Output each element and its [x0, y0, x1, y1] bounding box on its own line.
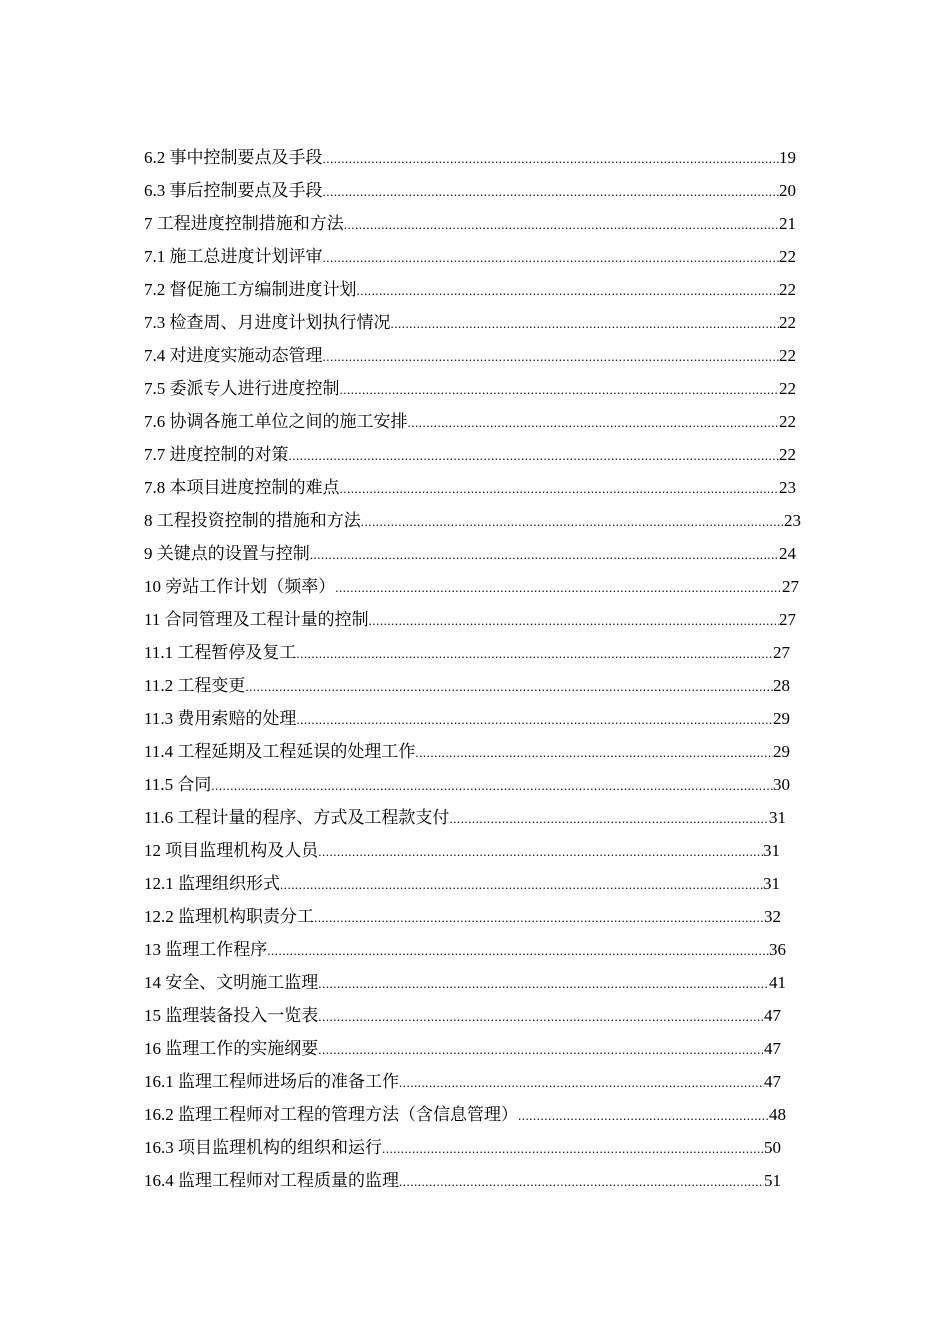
toc-entry-page: 47 — [764, 1072, 781, 1091]
toc-entry-page: 20 — [779, 181, 796, 200]
toc-entry[interactable] — [144, 174, 796, 207]
toc-entry-title: 11.2 工程变更 — [144, 676, 246, 695]
toc-entry[interactable] — [144, 306, 796, 339]
toc-entry-title: 8 工程投资控制的措施和方法 — [144, 511, 361, 530]
toc-dot-leader — [382, 1132, 764, 1165]
toc-entry[interactable] — [144, 735, 790, 768]
toc-entry-page: 19 — [779, 148, 796, 167]
toc-entry-title: 11.1 工程暂停及复工 — [144, 643, 297, 662]
toc-entry-page: 22 — [779, 379, 796, 398]
toc-entry[interactable] — [144, 966, 786, 999]
toc-entry-title: 7.1 施工总进度计划评审 — [144, 247, 323, 266]
toc-entry-title: 12.2 监理机构职责分工 — [144, 907, 314, 926]
toc-entry-page: 29 — [773, 709, 790, 728]
toc-entry-page: 27 — [779, 610, 796, 629]
toc-entry-page: 27 — [773, 643, 790, 662]
toc-entry-title: 14 安全、文明施工监理 — [144, 973, 319, 992]
toc-entry-page: 21 — [779, 214, 796, 233]
toc-entry[interactable] — [144, 438, 796, 471]
toc-entry[interactable] — [144, 372, 796, 405]
toc-entry-page: 22 — [779, 346, 796, 365]
toc-entry-page: 47 — [764, 1006, 781, 1025]
toc-entry-title: 7.5 委派专人进行进度控制 — [144, 379, 340, 398]
toc-entry[interactable] — [144, 900, 781, 933]
toc-dot-leader — [340, 373, 780, 406]
toc-entry-page: 31 — [769, 808, 786, 827]
toc-entry-title: 16.4 监理工程师对工程质量的监理 — [144, 1171, 399, 1190]
toc-dot-leader — [518, 1099, 769, 1132]
toc-dot-leader — [335, 571, 782, 604]
toc-entry-title: 16.1 监理工程师进场后的准备工作 — [144, 1072, 399, 1091]
toc-entry[interactable] — [144, 801, 786, 834]
toc-entry[interactable] — [144, 669, 790, 702]
toc-entry-page: 31 — [763, 874, 780, 893]
table-of-contents — [144, 141, 824, 1197]
toc-entry-page: 22 — [779, 412, 796, 431]
toc-entry-title: 7 工程进度控制措施和方法 — [144, 214, 344, 233]
toc-entry[interactable] — [144, 636, 790, 669]
toc-entry-title: 7.4 对进度实施动态管理 — [144, 346, 323, 365]
toc-entry-title: 11.6 工程计量的程序、方式及工程款支付 — [144, 808, 450, 827]
toc-entry-page: 30 — [773, 775, 790, 794]
toc-dot-leader — [318, 1033, 764, 1066]
toc-dot-leader — [296, 637, 773, 670]
toc-dot-leader — [323, 142, 780, 175]
toc-entry-title: 16.2 监理工程师对工程的管理方法（含信息管理） — [144, 1105, 518, 1124]
toc-entry-page: 23 — [779, 478, 796, 497]
toc-entry-page: 23 — [784, 511, 801, 530]
toc-dot-leader — [323, 175, 780, 208]
toc-entry-title: 12 项目监理机构及人员 — [144, 841, 319, 860]
toc-entry-page: 50 — [764, 1138, 781, 1157]
toc-dot-leader — [391, 307, 780, 340]
toc-dot-leader — [310, 538, 779, 571]
toc-dot-leader — [296, 703, 773, 736]
toc-dot-leader — [318, 967, 769, 1000]
toc-dot-leader — [357, 274, 780, 307]
toc-entry-title: 10 旁站工作计划（频率） — [144, 577, 336, 596]
toc-entry[interactable] — [144, 141, 796, 174]
toc-entry[interactable] — [144, 1098, 786, 1131]
toc-entry[interactable] — [144, 504, 801, 537]
toc-dot-leader — [318, 835, 763, 868]
toc-entry[interactable] — [144, 207, 796, 240]
toc-entry[interactable] — [144, 999, 781, 1032]
toc-entry-page: 36 — [769, 940, 786, 959]
toc-entry-page: 28 — [773, 676, 790, 695]
toc-entry[interactable] — [144, 702, 790, 735]
toc-dot-leader — [267, 934, 769, 967]
toc-dot-leader — [211, 769, 773, 802]
toc-entry-title: 16 监理工作的实施纲要 — [144, 1039, 319, 1058]
toc-dot-leader — [399, 1066, 764, 1099]
toc-dot-leader — [323, 241, 780, 274]
toc-entry-page: 29 — [773, 742, 790, 761]
toc-entry-title: 11 合同管理及工程计量的控制 — [144, 610, 369, 629]
toc-entry[interactable] — [144, 768, 790, 801]
toc-dot-leader — [340, 472, 780, 505]
toc-entry-page: 47 — [764, 1039, 781, 1058]
toc-entry[interactable] — [144, 603, 796, 636]
toc-dot-leader — [449, 802, 769, 835]
toc-entry[interactable] — [144, 273, 796, 306]
toc-entry-title: 11.5 合同 — [144, 775, 212, 794]
toc-dot-leader — [323, 340, 780, 373]
toc-entry-title: 6.2 事中控制要点及手段 — [144, 148, 323, 167]
toc-entry-page: 22 — [779, 313, 796, 332]
toc-entry[interactable] — [144, 867, 780, 900]
toc-dot-leader — [318, 1000, 764, 1033]
toc-entry-title: 13 监理工作程序 — [144, 940, 268, 959]
toc-entry-title: 7.3 检查周、月进度计划执行情况 — [144, 313, 391, 332]
toc-dot-leader — [289, 439, 780, 472]
toc-dot-leader — [408, 406, 780, 439]
toc-dot-leader — [245, 670, 773, 703]
toc-entry-page: 41 — [769, 973, 786, 992]
toc-entry-title: 15 监理装备投入一览表 — [144, 1006, 319, 1025]
toc-entry[interactable] — [144, 1032, 781, 1065]
toc-entry-title: 7.7 进度控制的对策 — [144, 445, 289, 464]
toc-entry-page: 51 — [764, 1171, 781, 1190]
toc-entry-page: 27 — [782, 577, 799, 596]
toc-entry-title: 11.3 费用索赔的处理 — [144, 709, 297, 728]
toc-entry[interactable] — [144, 1065, 781, 1098]
toc-entry[interactable] — [144, 570, 799, 603]
toc-dot-leader — [415, 736, 773, 769]
toc-entry-page: 22 — [779, 247, 796, 266]
toc-dot-leader — [361, 505, 784, 538]
toc-entry[interactable] — [144, 339, 796, 372]
toc-entry-title: 7.2 督促施工方编制进度计划 — [144, 280, 357, 299]
toc-entry[interactable] — [144, 537, 796, 570]
toc-entry-page: 24 — [779, 544, 796, 563]
toc-entry-title: 9 关键点的设置与控制 — [144, 544, 310, 563]
toc-entry[interactable] — [144, 933, 786, 966]
toc-dot-leader — [344, 208, 779, 241]
toc-entry[interactable] — [144, 1164, 781, 1197]
toc-entry[interactable] — [144, 240, 796, 273]
toc-dot-leader — [369, 604, 779, 637]
toc-entry-page: 32 — [764, 907, 781, 926]
toc-entry-title: 6.3 事后控制要点及手段 — [144, 181, 323, 200]
toc-entry[interactable] — [144, 1131, 781, 1164]
toc-entry-title: 7.8 本项目进度控制的难点 — [144, 478, 340, 497]
toc-entry[interactable] — [144, 834, 780, 867]
toc-entry-title: 11.4 工程延期及工程延误的处理工作 — [144, 742, 416, 761]
toc-entry-title: 16.3 项目监理机构的组织和运行 — [144, 1138, 382, 1157]
toc-entry-page: 31 — [763, 841, 780, 860]
toc-entry-title: 7.6 协调各施工单位之间的施工安排 — [144, 412, 408, 431]
toc-entry-page: 48 — [769, 1105, 786, 1124]
toc-entry-page: 22 — [779, 445, 796, 464]
toc-dot-leader — [280, 868, 763, 901]
toc-dot-leader — [399, 1165, 764, 1198]
toc-entry[interactable] — [144, 471, 796, 504]
toc-entry-title: 12.1 监理组织形式 — [144, 874, 280, 893]
toc-entry[interactable] — [144, 405, 796, 438]
toc-dot-leader — [314, 901, 764, 934]
toc-entry-page: 22 — [779, 280, 796, 299]
